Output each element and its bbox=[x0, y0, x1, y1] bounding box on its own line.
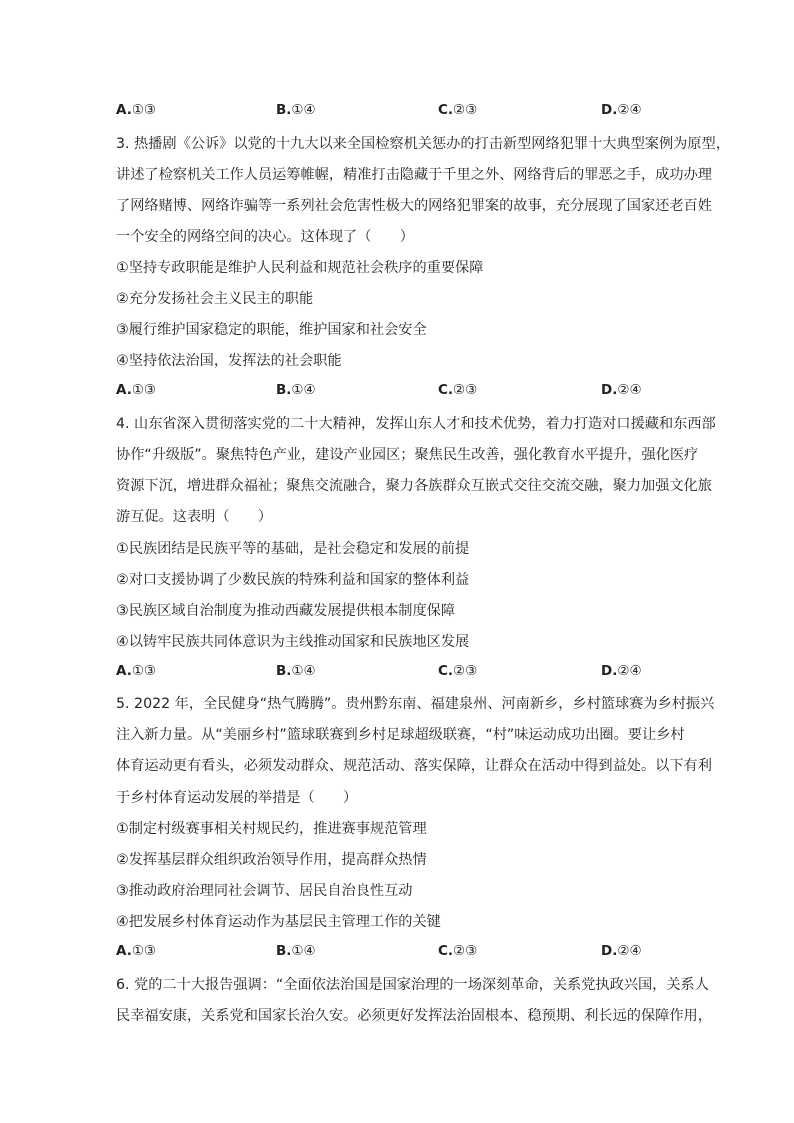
q4-answer-choices bbox=[116, 663, 716, 683]
q5-answer-choices bbox=[116, 943, 716, 963]
q3-stem-line: 了网络赌博、网络诈骗等一系列社会危害性极大的网络犯罪案的故事，充分展现了国家还老百姓 bbox=[116, 198, 712, 214]
choice-d: D.②④ bbox=[601, 102, 642, 118]
answer-choices-prev bbox=[116, 102, 716, 122]
q3-answer-choices bbox=[116, 382, 716, 402]
q3-item: ③履行维护国家稳定的职能，维护国家和社会安全 bbox=[116, 322, 427, 338]
choice-c: C.②③ bbox=[438, 382, 478, 398]
choice-d: D.②④ bbox=[601, 943, 642, 959]
choice-a: A.①③ bbox=[116, 102, 157, 118]
q6-stem-line: 民幸福安康，关系党和国家长治久安。必须更好发挥法治固根本、稳预期、利长远的保障作用， bbox=[116, 1008, 712, 1024]
choice-b: B.①④ bbox=[276, 102, 316, 118]
q3-stem-line: 3. 热播剧《公诉》以党的十九大以来全国检察机关惩办的打击新型网络犯罪十大典型案例为原型， bbox=[116, 136, 730, 152]
choice-b: B.①④ bbox=[276, 943, 316, 959]
q6-stem-line: 6. 党的二十大报告强调：“全面依法治国是国家治理的一场深刻革命，关系党执政兴国，关系人 bbox=[116, 977, 709, 993]
q5-item: ②发挥基层群众组织政治领导作用，提高群众热情 bbox=[116, 852, 427, 868]
q5-stem-line: 5. 2022 年，全民健身“热气腾腾”。贵州黔东南、福建泉州、河南新乡，乡村篮球赛为乡村振兴 bbox=[116, 696, 715, 712]
choice-d: D.②④ bbox=[601, 663, 642, 679]
choice-a: A.①③ bbox=[116, 943, 157, 959]
q4-stem-line: 游互促。这表明（ ） bbox=[116, 509, 273, 525]
choice-a: A.①③ bbox=[116, 663, 157, 679]
q5-stem-line: 体育运动更有看头，必须发动群众、规范活动、落实保障，让群众在活动中得到益处。以下有利 bbox=[116, 758, 712, 774]
q4-stem-line: 4. 山东省深入贯彻落实党的二十大精神，发挥山东人才和技术优势，着力打造对口援藏和东西部 bbox=[116, 416, 716, 432]
q4-item: ②对口支援协调了少数民族的特殊利益和国家的整体利益 bbox=[116, 572, 470, 588]
q5-stem-line: 注入新力量。从“美丽乡村”篮球联赛到乡村足球超级联赛，“村”味运动成功出圈。要让乡村 bbox=[116, 727, 685, 743]
choice-c: C.②③ bbox=[438, 663, 478, 679]
q4-item: ③民族区域自治制度为推动西藏发展提供根本制度保障 bbox=[116, 603, 456, 619]
q5-item: ①制定村级赛事相关村规民约，推进赛事规范管理 bbox=[116, 821, 427, 837]
q3-stem-line: 一个安全的网络空间的决心。这体现了（ ） bbox=[116, 229, 414, 245]
q5-item: ④把发展乡村体育运动作为基层民主管理工作的关键 bbox=[116, 914, 441, 930]
q3-item: ①坚持专政职能是维护人民利益和规范社会秩序的重要保障 bbox=[116, 260, 484, 276]
choice-b: B.①④ bbox=[276, 663, 316, 679]
q3-item: ②充分发扬社会主义民主的职能 bbox=[116, 291, 314, 307]
q4-item: ④以铸牢民族共同体意识为主线推动国家和民族地区发展 bbox=[116, 634, 470, 650]
q4-stem-line: 协作“升级版”。聚焦特色产业，建设产业园区；聚焦民生改善，强化教育水平提升，强化医疗 bbox=[116, 447, 699, 463]
choice-d: D.②④ bbox=[601, 382, 642, 398]
q3-stem-line: 讲述了检察机关工作人员运筹帷幄，精准打击隐藏于千里之外、网络背后的罪恶之手，成功办理 bbox=[116, 167, 712, 183]
q3-item: ④坚持依法治国，发挥法的社会职能 bbox=[116, 353, 342, 369]
choice-c: C.②③ bbox=[438, 943, 478, 959]
choice-b: B.①④ bbox=[276, 382, 316, 398]
q4-item: ①民族团结是民族平等的基础，是社会稳定和发展的前提 bbox=[116, 541, 470, 557]
choice-c: C.②③ bbox=[438, 102, 478, 118]
choice-a: A.①③ bbox=[116, 382, 157, 398]
q5-stem-line: 于乡村体育运动发展的举措是（ ） bbox=[116, 790, 358, 806]
q4-stem-line: 资源下沉，增进群众福祉；聚焦交流融合，聚力各族群众互嵌式交往交流交融，聚力加强文化旅 bbox=[116, 478, 712, 494]
q5-item: ③推动政府治理同社会调节、居民自治良性互动 bbox=[116, 883, 413, 899]
